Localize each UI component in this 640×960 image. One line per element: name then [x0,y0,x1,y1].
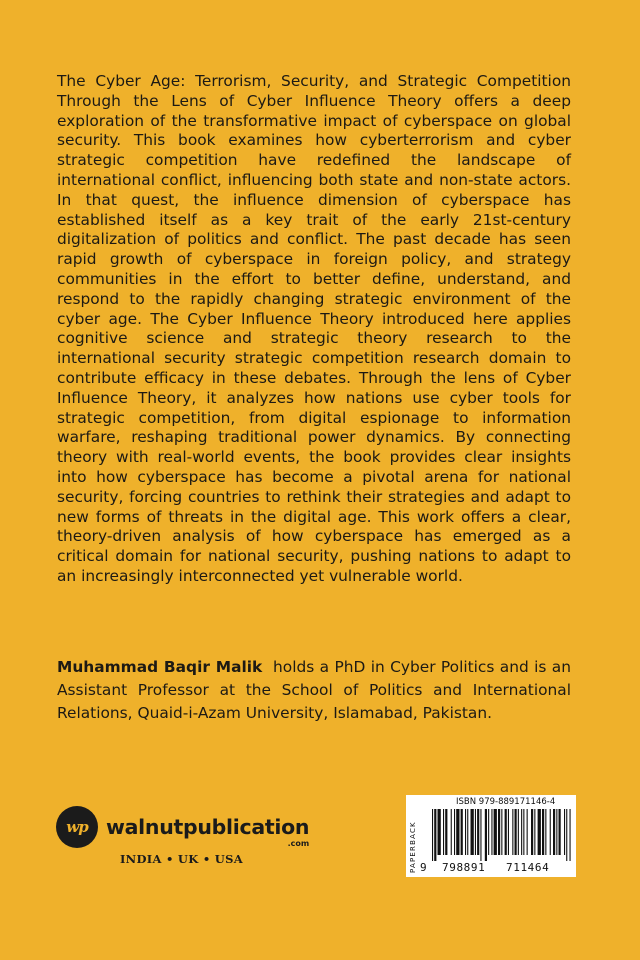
publisher-logo [56,806,309,848]
barcode-bar [534,809,535,855]
publisher-domain: .com [287,839,310,848]
barcode-bar [491,809,492,855]
barcode-bar [538,809,541,855]
barcode-bar [505,809,507,855]
barcode-bars-icon [430,809,572,861]
barcode-bar [566,809,567,861]
barcode-bar [477,809,479,855]
barcode-bar [432,809,433,861]
barcode-bar [542,809,544,855]
barcode-bar [512,809,513,855]
barcode-bar [523,809,524,855]
isbn-barcode [406,795,576,877]
barcode-bar [550,809,551,855]
barcode-bar [527,809,528,855]
isbn-label: ISBN 979-889171146-4 [456,797,556,807]
barcode-bar [498,809,500,855]
barcode-bar [545,809,546,855]
barcode-bar [434,809,436,861]
barcode-digits-right: 711464 [506,861,550,874]
barcode-bar [451,809,452,855]
publisher-name: walnutpublication [106,815,310,839]
barcode-digit-first: 9 [420,861,428,874]
barcode-bar [485,809,487,861]
barcode-bar [475,809,476,855]
barcode-bar [443,809,444,855]
back-cover-blurb: The Cyber Age: Terrorism, Security, and Strategic Competition Through the Lens of Cyber Influence Theory offers a deep exploration of the transformative impact of cyberspace on global security. This book examines how cyberterrorism and cyber strategic competition have redefined the landscape of international conflict, influencing both state and non-state actors. In that quest, the influence dimension of cyberspace has established itself as a key trait of the early 21st-century digitalization of politics and conflict. The past decade has seen rapid growth of cyberspace in foreign policy, and strategy communities in the effort to better define, understand, and respond to the rapidly changing strategic environment of the cyber age. The Cyber Influence Theory introduced here applies cognitive science and strategic theory research to the international security strategic competition research domain to contribute efficacy in these debates. Through the lens of Cyber Influence Theory, it analyzes how nations use cyber tools for strategic competition, from digital espionage to information warfare, reshaping traditional power dynamics. By connecting theory with real-world events, the book provides clear insights into how cyberspace has become a pivotal arena for national security, forcing countries to rethink their strategies and adapt to new forms of threats in the digital age. This work offers a clear, theory-driven analysis of how cyberspace has emerged as a critical domain for national security, pushing nations to adapt to an increasingly interconnected yet vulnerable world. [57,72,571,585]
barcode-bar [461,809,463,855]
barcode-digits-left: 798891 [442,861,486,874]
publisher-logo-icon: wp [56,806,98,848]
barcode-bar [521,809,522,855]
barcode-bar [445,809,447,855]
barcode-bar [438,809,441,855]
publisher-wordmark [106,815,310,848]
publisher-regions: INDIA • UK • USA [120,852,243,866]
barcode-bar [456,809,459,855]
author-name: Muhammad Baqir Malik [57,658,263,676]
barcode-bar [518,809,519,855]
barcode-bar [501,809,502,855]
author-bio-text: holds a PhD in Cyber Politics and is an Assistant Professor at the School of Politics and International Relations, Quaid-i-Azam University, Islamabad, Pakistan. [57,658,571,722]
barcode-bar [494,809,497,855]
barcode-bar [564,809,565,855]
barcode-bar [508,809,509,855]
barcode-bar [553,809,555,855]
barcode-bar [467,809,468,855]
author-bio [57,656,571,725]
barcode-bar [570,809,571,861]
barcode-bar [471,809,474,855]
barcode-bar [465,809,466,855]
barcode-bar [454,809,455,855]
barcode-bar [531,809,533,855]
barcode-bar [488,809,489,855]
barcode-bar [515,809,517,855]
barcode-bar [480,809,481,861]
barcode-bar [559,809,561,855]
barcode-bar [556,809,557,855]
book-format-label: PAPERBACK [409,821,417,873]
